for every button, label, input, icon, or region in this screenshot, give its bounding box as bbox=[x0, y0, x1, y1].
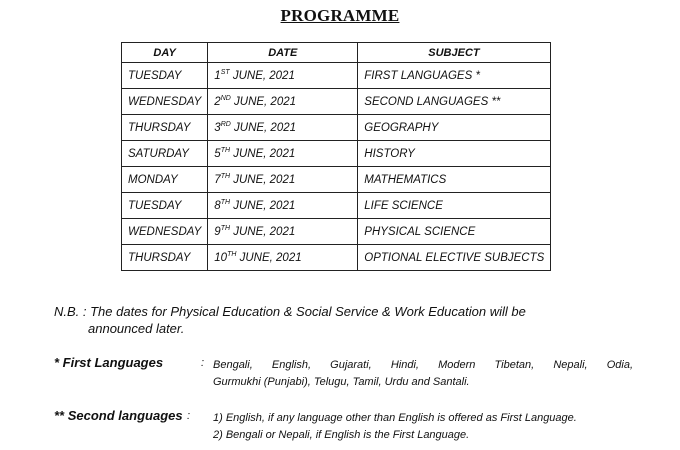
date-number: 9 bbox=[214, 225, 221, 238]
date-cell bbox=[208, 167, 358, 193]
date-number: 2 bbox=[214, 95, 221, 108]
date-ordinal: TH bbox=[227, 250, 237, 258]
date-month-year: JUNE, 2021 bbox=[236, 251, 302, 264]
date-ordinal: TH bbox=[220, 224, 231, 232]
column-header-day: DAY bbox=[122, 43, 208, 63]
date-ordinal: ST bbox=[220, 68, 230, 76]
day-cell: THURSDAY bbox=[122, 245, 208, 271]
date-cell bbox=[208, 115, 358, 141]
date-cell bbox=[208, 89, 358, 115]
day-cell: SATURDAY bbox=[122, 141, 208, 167]
date-month-year: JUNE, 2021 bbox=[230, 121, 297, 134]
date-ordinal: TH bbox=[220, 172, 231, 180]
day-cell: WEDNESDAY bbox=[122, 219, 208, 245]
date-number: 1 bbox=[214, 69, 221, 82]
subject-cell: OPTIONAL ELECTIVE SUBJECTS bbox=[358, 245, 551, 271]
date-ordinal: RD bbox=[220, 120, 231, 128]
day-cell: TUESDAY bbox=[122, 193, 208, 219]
subject-cell: SECOND LANGUAGES ** bbox=[358, 89, 551, 115]
date-month-year: JUNE, 2021 bbox=[230, 225, 296, 238]
table-row bbox=[122, 167, 551, 193]
table-row bbox=[122, 115, 551, 141]
date-ordinal: TH bbox=[220, 198, 231, 206]
date-month-year: JUNE, 2021 bbox=[229, 69, 295, 82]
date-month-year: JUNE, 2021 bbox=[230, 95, 297, 108]
table-row bbox=[122, 63, 551, 89]
nb-note bbox=[54, 303, 674, 337]
table-row bbox=[122, 219, 551, 245]
date-number: 3 bbox=[214, 121, 221, 134]
first-languages-line-1: Bengali, English, Gujarati, Hindi, Modern Tibetan, Nepali, Odia, bbox=[213, 359, 633, 371]
nb-line-1: N.B. : The dates for Physical Education & Social Service & Work Education will be bbox=[54, 304, 526, 319]
date-cell bbox=[208, 245, 358, 271]
first-languages-colon: : bbox=[201, 357, 205, 369]
date-cell bbox=[208, 219, 358, 245]
subject-cell: FIRST LANGUAGES * bbox=[358, 63, 551, 89]
subject-cell: GEOGRAPHY bbox=[358, 115, 551, 141]
subject-cell: PHYSICAL SCIENCE bbox=[358, 219, 551, 245]
table-header-row bbox=[122, 43, 551, 63]
date-number: 5 bbox=[214, 147, 221, 160]
date-cell bbox=[208, 141, 358, 167]
programme-table bbox=[121, 42, 551, 271]
subject-cell: LIFE SCIENCE bbox=[358, 193, 551, 219]
second-languages-item-1: 1) English, if any language other than English is offered as First Language. bbox=[213, 412, 577, 424]
day-cell: MONDAY bbox=[122, 167, 208, 193]
date-month-year: JUNE, 2021 bbox=[230, 173, 296, 186]
second-languages-item-2: 2) Bengali or Nepali, if English is the First Language. bbox=[213, 429, 470, 441]
subject-cell: MATHEMATICS bbox=[358, 167, 551, 193]
second-languages-heading: ** Second languages bbox=[54, 408, 183, 423]
date-number: 8 bbox=[214, 199, 221, 212]
day-cell: THURSDAY bbox=[122, 115, 208, 141]
second-languages-colon: : bbox=[187, 410, 191, 422]
table-row bbox=[122, 141, 551, 167]
table-row bbox=[122, 245, 551, 271]
date-cell bbox=[208, 193, 358, 219]
date-number: 10 bbox=[214, 251, 228, 264]
day-cell: WEDNESDAY bbox=[122, 89, 208, 115]
second-languages-list bbox=[213, 410, 673, 444]
date-month-year: JUNE, 2021 bbox=[230, 147, 296, 160]
date-month-year: JUNE, 2021 bbox=[230, 199, 296, 212]
first-languages-list bbox=[213, 357, 633, 391]
table-row bbox=[122, 89, 551, 115]
first-languages-heading: * First Languages bbox=[54, 355, 164, 370]
date-number: 7 bbox=[214, 173, 221, 186]
subject-cell: HISTORY bbox=[358, 141, 551, 167]
column-header-date: DATE bbox=[208, 43, 358, 63]
day-cell: TUESDAY bbox=[122, 63, 208, 89]
page-title: PROGRAMME bbox=[280, 6, 400, 25]
first-languages-line-2: Gurmukhi (Punjabi), Telugu, Tamil, Urdu and Santali. bbox=[213, 376, 470, 388]
table-row bbox=[122, 193, 551, 219]
column-header-subject: SUBJECT bbox=[358, 43, 551, 63]
date-cell bbox=[208, 63, 358, 89]
date-ordinal: TH bbox=[220, 146, 231, 154]
date-ordinal: ND bbox=[220, 94, 231, 102]
nb-line-2: announced later. bbox=[88, 321, 185, 336]
